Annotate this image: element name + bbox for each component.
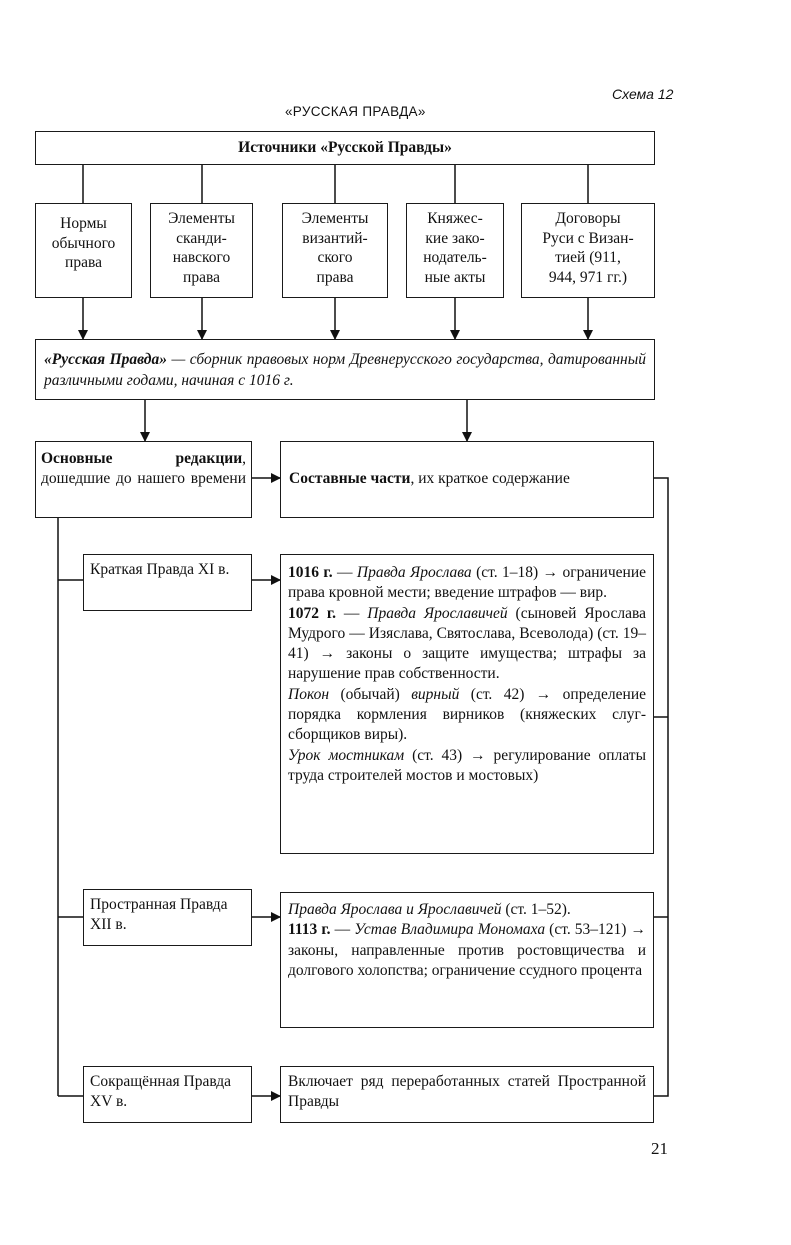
content-paragraph xyxy=(288,900,646,920)
definition-box xyxy=(35,339,655,400)
edition-content xyxy=(288,563,646,786)
source-box xyxy=(521,203,655,298)
source-text: Договоры Руси с Визан- тией (911, 944, 971 гг.) xyxy=(542,210,634,286)
parts-header-box xyxy=(280,441,654,518)
edition-content xyxy=(288,900,646,981)
content-segment: (ст. 53–121) → законы, направленные против ростовщичества и долгового холопства; ограничение ссудного процента xyxy=(288,921,647,979)
content-paragraph xyxy=(288,563,646,604)
sources-header-box xyxy=(35,131,655,165)
source-box xyxy=(150,203,253,298)
page-number: 21 xyxy=(651,1139,668,1158)
content-paragraph xyxy=(288,920,646,981)
source-text: Элементы византий- ского права xyxy=(301,210,369,286)
definition-text: — сборник правовых норм Древнерусского государства, датированный различными годами, начиная с 1016 г. xyxy=(44,351,646,389)
edition-label-box xyxy=(83,889,252,946)
edition-label: Сокращённая Правда XV в. xyxy=(90,1073,232,1110)
content-paragraph xyxy=(288,746,646,787)
source-box xyxy=(282,203,388,298)
content-segment: (ст. 43) → регулирование оплаты труда строителей мостов и мостовых) xyxy=(288,746,646,784)
scheme-label: Схема 12 xyxy=(612,86,674,102)
editions-header-bold: Основные редакции xyxy=(41,450,243,467)
content-segment: Правда Ярославичей xyxy=(367,604,508,622)
content-segment: Правда Ярослава и Ярославичей xyxy=(288,901,502,918)
editions-header-box xyxy=(35,441,252,518)
source-text: Нормы обычного права xyxy=(51,215,116,271)
source-box xyxy=(35,203,132,298)
edition-content-box xyxy=(280,554,654,854)
content-segment: — xyxy=(336,604,368,622)
editions-header-rest: , дошедшие до нашего времени xyxy=(41,450,246,487)
content-segment: 1072 г. xyxy=(288,604,337,622)
definition-term: «Русская Правда» xyxy=(44,351,167,368)
edition-label-box xyxy=(83,554,252,611)
content-segment: (ст. 1–18) → ограничение права кровной мести; введение штрафов — вир. xyxy=(288,564,646,602)
sources-header-title: Источники «Русской Правды» xyxy=(238,139,452,156)
edition-label: Краткая Правда XI в. xyxy=(90,561,230,578)
content-segment: Правда Ярослава xyxy=(356,564,472,581)
diagram-title: «РУССКАЯ ПРАВДА» xyxy=(285,104,426,119)
content-segment: (ст. 42) → определение порядка кормления вирников (княжеских слуг-сборщиков виры). xyxy=(288,685,646,744)
source-box xyxy=(406,203,504,298)
content-paragraph xyxy=(288,604,646,685)
edition-content xyxy=(288,1072,646,1111)
content-segment: — xyxy=(330,921,355,939)
content-segment: (обычай) xyxy=(329,685,412,703)
content-segment: Урок мостникам xyxy=(288,746,405,764)
content-segment: (сыновей Ярослава Мудрого — Изяслава, Святослава, Всеволода) (ст. 19–41) → законы о защите имущества; штрафы за нарушение прав собственности. xyxy=(288,604,647,683)
content-paragraph xyxy=(288,1072,646,1111)
content-segment: (ст. 1–52). xyxy=(501,901,571,918)
edition-label-box xyxy=(83,1066,252,1123)
content-paragraph xyxy=(288,685,646,746)
content-segment: Устав Владимира Мономаха xyxy=(354,921,546,939)
source-text: Княжес- кие зако- нодатель- ные акты xyxy=(423,210,487,286)
content-segment: — xyxy=(332,564,357,581)
parts-header-rest: , их краткое содержание xyxy=(410,470,570,487)
content-segment: Включает ряд переработанных статей Пространной Правды xyxy=(288,1073,646,1110)
edition-label: Пространная Правда XII в. xyxy=(90,896,228,933)
parts-header-bold: Составные части xyxy=(289,470,411,487)
connector-line xyxy=(654,478,668,1096)
content-segment: Покон xyxy=(288,685,330,703)
content-segment: 1113 г. xyxy=(288,921,331,939)
content-segment: 1016 г. xyxy=(288,564,333,581)
content-segment: вирный xyxy=(411,685,460,703)
source-text: Элементы сканди- навского права xyxy=(168,210,235,286)
edition-content-box xyxy=(280,892,654,1028)
edition-content-box xyxy=(280,1066,654,1123)
